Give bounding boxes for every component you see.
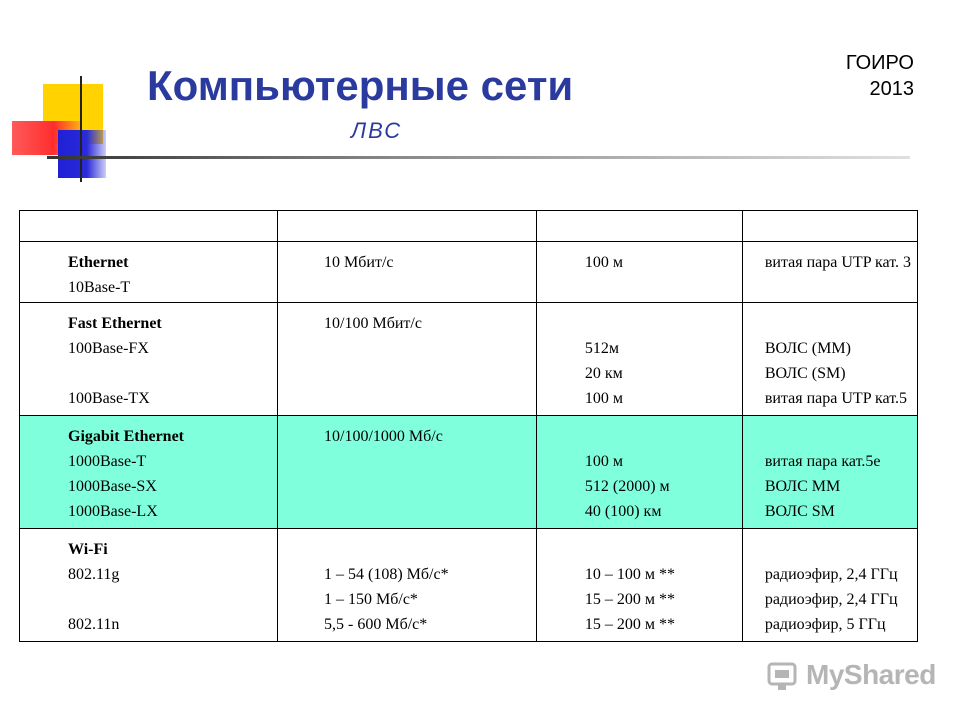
cell-line: 1000Base-T: [68, 453, 147, 470]
cell-line: ВОЛС (ММ): [764, 340, 851, 357]
blank-line: [585, 424, 736, 449]
medium-cell: [742, 303, 917, 416]
cell-line: ВОЛС (SM): [764, 365, 846, 382]
slide-subtitle: ЛВС: [351, 118, 403, 143]
cell-line: радиоэфир, 5 ГГц: [764, 616, 886, 633]
cell-line: 20 км: [584, 365, 623, 382]
cell-line: 512м: [584, 340, 620, 357]
speed-cell: [278, 416, 537, 529]
cell-line: 100 м: [584, 453, 624, 470]
header-cell: [536, 211, 742, 242]
watermark-brand: MyShared: [806, 659, 936, 690]
standard-cell: [20, 303, 278, 416]
medium-cell: [742, 242, 917, 303]
org-year: 2013: [869, 78, 914, 100]
title-underline: [47, 156, 910, 159]
cell-line: 512 (2000) м: [584, 478, 670, 495]
organization-label: [846, 50, 914, 102]
distance-cell: [536, 416, 742, 529]
cell-line: Wi-Fi: [68, 541, 108, 558]
org-name: ГОИРО: [845, 52, 914, 74]
cell-line: Ethernet: [68, 254, 129, 271]
standard-cell: [20, 242, 278, 303]
cell-line: 802.11g: [68, 566, 120, 583]
distance-cell: [536, 242, 742, 303]
cell-line: 1 – 54 (108) Мб/с*: [324, 566, 449, 583]
cell-line: 1000Base-LX: [68, 503, 158, 520]
distance-cell: [536, 529, 742, 642]
medium-cell: [742, 416, 917, 529]
network-standards-table: [19, 210, 918, 642]
cell-line: 15 – 200 м **: [584, 616, 676, 633]
table-row: [20, 303, 918, 416]
cell-line: 40 (100) км: [584, 503, 662, 520]
table-row: [20, 242, 918, 303]
blank-line: [585, 311, 736, 336]
cell-line: 10 Мбит/с: [324, 254, 394, 271]
table-row-highlighted: [20, 416, 918, 529]
blank-line: [324, 537, 530, 562]
header-cell: [278, 211, 537, 242]
blue-square: [58, 130, 106, 178]
blank-line: [585, 537, 736, 562]
cell-line: 100 м: [584, 390, 624, 407]
cell-line: ВОЛС SM: [764, 503, 835, 520]
cell-line: 10/100 Мбит/с: [324, 315, 422, 332]
blank-line: [765, 424, 911, 449]
cell-line: витая пара UTP кат. 3: [764, 254, 911, 271]
cell-line: 10/100/1000 Мб/с: [324, 428, 443, 445]
speed-cell: [278, 303, 537, 416]
cell-line: 100Base-TX: [68, 390, 150, 407]
cell-line: 10Base-T: [68, 279, 131, 296]
standard-cell: [20, 529, 278, 642]
myshared-logo-icon: [766, 658, 800, 692]
table-row: [20, 529, 918, 642]
cell-line: радиоэфир, 2,4 ГГц: [764, 566, 898, 583]
cell-line: 15 – 200 м **: [584, 591, 676, 608]
blank-line: [68, 587, 271, 612]
cell-line: 1 – 150 Мб/с*: [324, 591, 418, 608]
distance-cell: [536, 303, 742, 416]
cell-line: 100Base-FX: [68, 340, 149, 357]
speed-cell: [278, 529, 537, 642]
cell-line: 802.11n: [68, 616, 120, 633]
myshared-watermark: [766, 656, 936, 696]
cell-line: Gigabit Ethernet: [68, 428, 184, 445]
cell-line: витая пара UTP кат.5: [764, 390, 907, 407]
cell-line: 100 м: [584, 254, 624, 271]
cell-line: ВОЛС ММ: [764, 478, 841, 495]
vertical-rule: [80, 76, 82, 182]
blank-line: [68, 361, 271, 386]
decorative-squares: [0, 0, 140, 190]
cell-line: 1000Base-SX: [68, 478, 157, 495]
header-cell: [742, 211, 917, 242]
blank-line: [765, 311, 911, 336]
header-cell: [20, 211, 278, 242]
speed-cell: [278, 242, 537, 303]
table-header-row: [20, 211, 918, 242]
cell-line: витая пара кат.5е: [764, 453, 881, 470]
cell-line: Fast Ethernet: [68, 315, 162, 332]
blank-line: [765, 537, 911, 562]
medium-cell: [742, 529, 917, 642]
slide-title: Компьютерные сети: [147, 62, 574, 109]
standard-cell: [20, 416, 278, 529]
cell-line: радиоэфир, 2,4 ГГц: [764, 591, 898, 608]
cell-line: 5,5 - 600 Мб/с*: [324, 616, 428, 633]
cell-line: 10 – 100 м **: [584, 566, 676, 583]
